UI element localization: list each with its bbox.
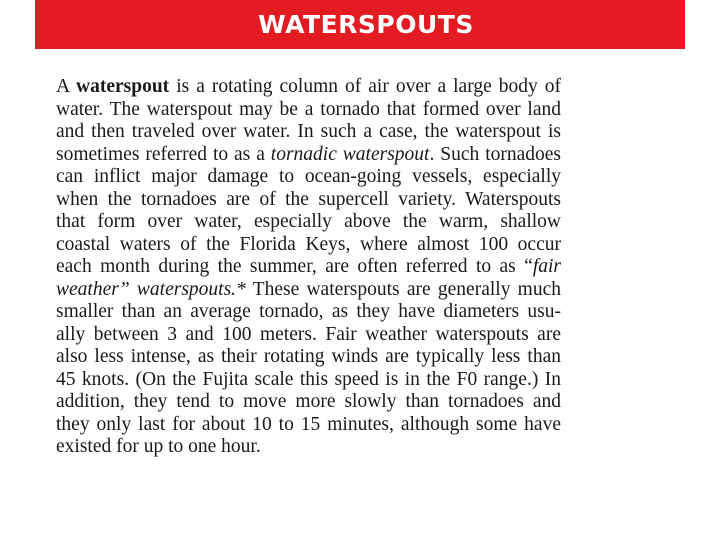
text-run: These waterspouts are generally much bbox=[245, 278, 561, 300]
text-line bbox=[56, 99, 561, 122]
text-run: smaller than an average tornado, as they have diameters usu- bbox=[56, 301, 561, 322]
text-run: when the tornadoes are of the supercell variety. Waterspouts bbox=[56, 188, 561, 210]
text-run: water. The waterspout may be a tornado that formed over land bbox=[56, 98, 561, 120]
bold-term: waterspout bbox=[76, 76, 170, 97]
italic-term: weather” waterspouts.* bbox=[56, 278, 246, 300]
text-line bbox=[56, 76, 561, 99]
text-run: . Such tornadoes bbox=[429, 143, 561, 165]
text-line bbox=[56, 189, 561, 212]
text-run: they only last for about 10 to 15 minutes, although some have bbox=[56, 413, 561, 435]
text-line bbox=[56, 234, 561, 257]
text-line bbox=[56, 121, 561, 144]
text-line bbox=[56, 436, 561, 459]
italic-term: tornadic waterspout bbox=[270, 143, 430, 165]
text-line bbox=[56, 324, 561, 347]
text-line bbox=[56, 279, 561, 302]
text-run: is a rotating column of air over a large body of bbox=[169, 76, 561, 97]
text-line bbox=[56, 144, 561, 167]
text-line bbox=[56, 166, 561, 189]
text-run: addition, they tend to move more slowly than tornadoes and bbox=[56, 391, 561, 412]
text-run: that form over water, especially above the warm, shallow bbox=[56, 211, 561, 232]
text-line bbox=[56, 301, 561, 324]
text-run: A bbox=[56, 76, 77, 97]
text-run: sometimes referred to as a bbox=[56, 143, 271, 165]
text-run: can inflict major damage to ocean-going vessels, especially bbox=[56, 166, 561, 187]
text-line bbox=[56, 391, 561, 414]
text-run: coastal waters of the Florida Keys, where almost 100 occur bbox=[56, 233, 561, 255]
text-run: ally between 3 and 100 meters. Fair weather waterspouts are bbox=[56, 323, 561, 345]
text-line bbox=[56, 369, 561, 392]
text-run: each month during the summer, are often referred to as “ bbox=[56, 256, 533, 277]
title-bar bbox=[35, 0, 685, 49]
slide-title: WATERSPOUTS bbox=[258, 10, 474, 39]
text-run: and then traveled over water. In such a case, the waterspout is bbox=[56, 121, 561, 142]
text-excerpt bbox=[56, 76, 561, 459]
text-line bbox=[56, 414, 561, 437]
text-run: also less intense, as their rotating winds are typically less than bbox=[56, 346, 561, 367]
text-line bbox=[56, 256, 561, 279]
text-line bbox=[56, 346, 561, 369]
text-run: 45 knots. (On the Fujita scale this speed is in the F0 range.) In bbox=[56, 368, 561, 390]
text-line bbox=[56, 211, 561, 234]
text-run: existed for up to one hour. bbox=[56, 436, 261, 457]
italic-term: fair bbox=[532, 256, 561, 277]
